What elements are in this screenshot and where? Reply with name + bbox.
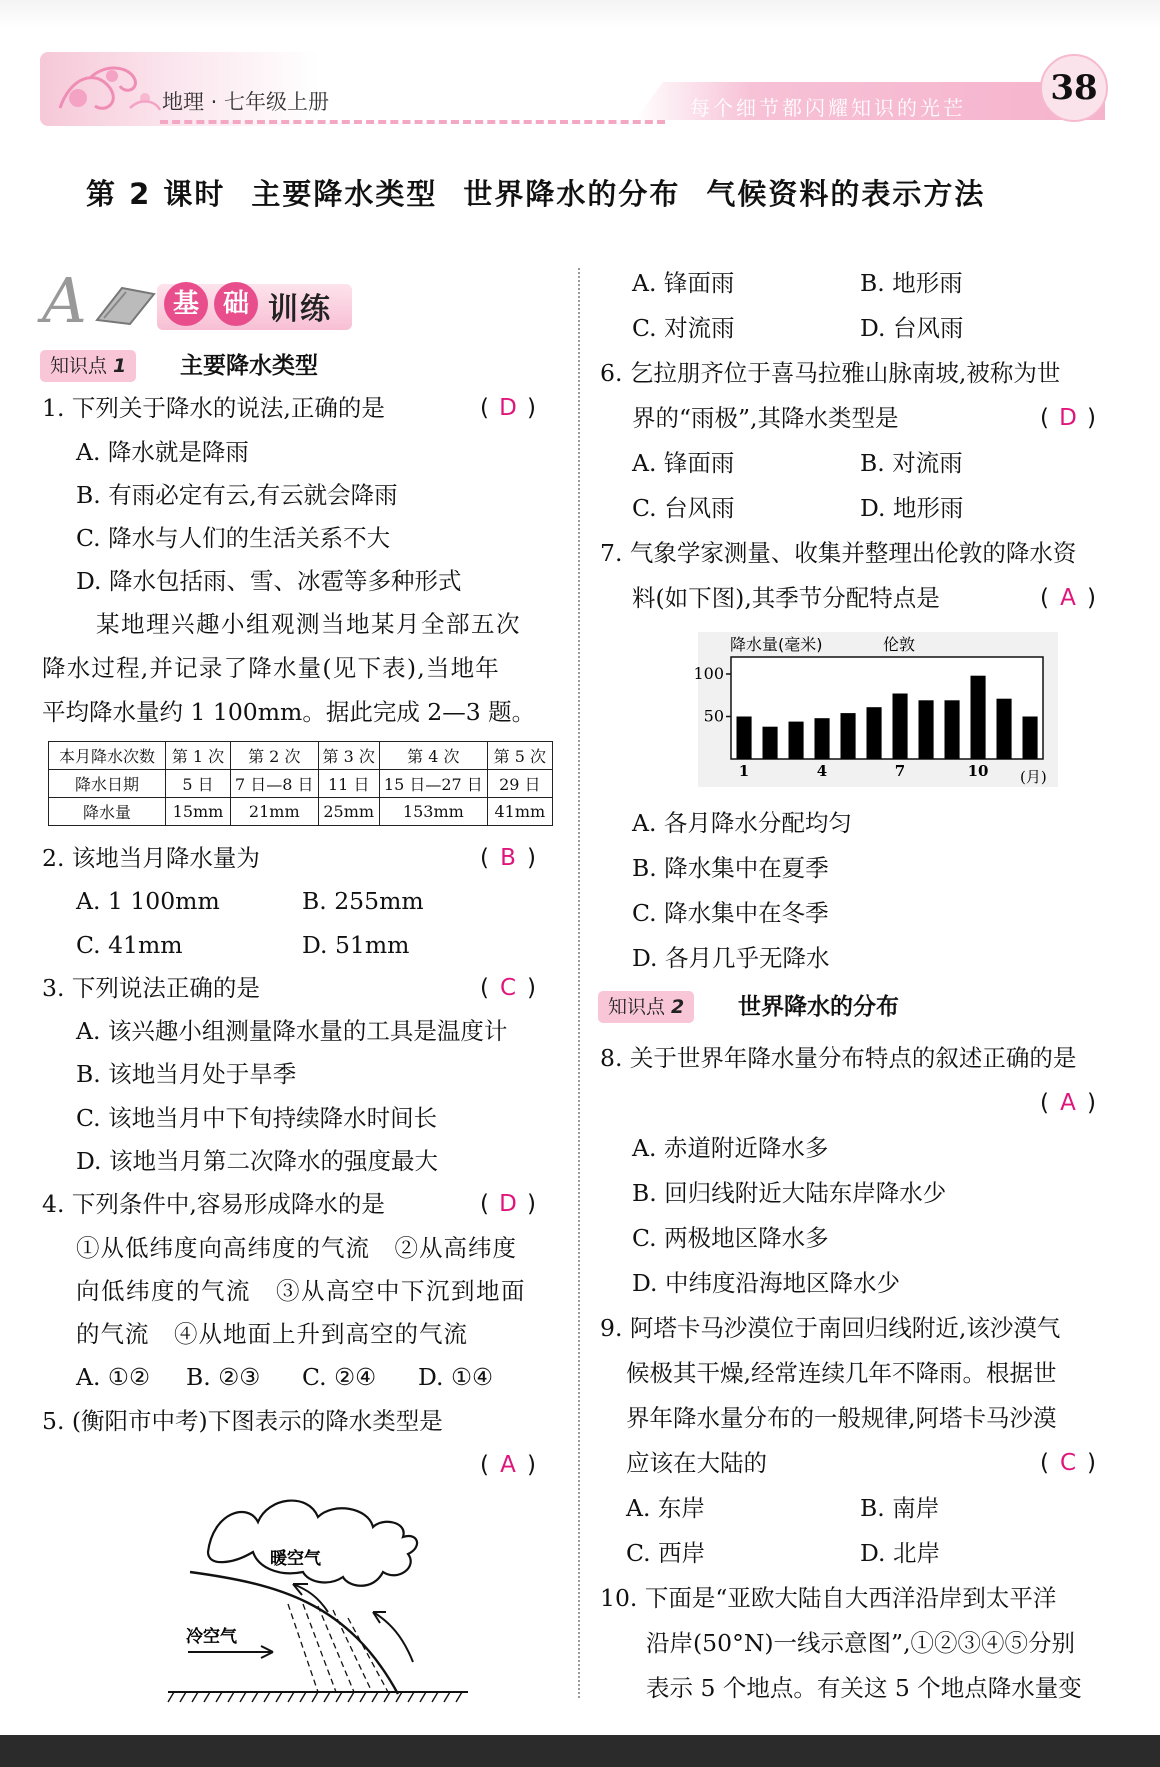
q4-line-2: 向低纬度的气流 ③从高空中下沉到地面 — [76, 1277, 526, 1305]
table-cell: 29 日 — [487, 770, 552, 798]
kp-name: 主要降水类型 — [180, 353, 318, 379]
q6-option-d: D. 地形雨 — [860, 494, 964, 522]
warm-air-label: 暖空气 — [270, 1549, 321, 1569]
table-row — [49, 798, 553, 826]
q5-option-a: A. 锋面雨 — [632, 269, 735, 297]
lesson-title — [86, 172, 985, 213]
chart-bar-month-2 — [763, 727, 778, 759]
table-cell: 5 日 — [166, 770, 231, 798]
q8-stem: 8. 关于世界年降水量分布特点的叙述正确的是 — [600, 1044, 1077, 1072]
chart-bar-month-10 — [971, 676, 986, 759]
q1-option-d: D. 降水包括雨、雪、冰雹等多种形式 — [76, 567, 462, 595]
page-number: 38 — [1040, 54, 1108, 122]
chart-bar-month-1 — [737, 717, 752, 760]
q9-line-3: 界年降水量分布的一般规律,阿塔卡马沙漠 — [626, 1404, 1057, 1432]
q5-stem: 5. (衡阳市中考)下图表示的降水类型是 — [42, 1407, 443, 1435]
q9-option-d: D. 北岸 — [860, 1539, 940, 1567]
chart-bar-month-4 — [815, 718, 830, 759]
chart-bar-month-5 — [841, 713, 856, 759]
book-icon — [92, 280, 162, 326]
chart-x-ticks — [739, 762, 989, 780]
q3-answer: ( C ) — [480, 975, 536, 1001]
chart-bar-month-8 — [919, 700, 934, 759]
kp-tag — [598, 991, 694, 1023]
header-dashed-divider — [160, 120, 665, 124]
chart-svg — [693, 632, 1058, 787]
lesson-number: 第 2 课时 — [86, 177, 226, 211]
chart-bar-month-3 — [789, 722, 804, 759]
q9-line-1: 9. 阿塔卡马沙漠位于南回归线附近,该沙漠气 — [600, 1314, 1061, 1342]
q4-line-3: 的气流 ④从地面上升到高空的气流 — [76, 1320, 468, 1348]
table-cell: 第 1 次 — [166, 742, 231, 770]
q1-stem: 1. 下列关于降水的说法,正确的是 — [42, 394, 385, 422]
table-row — [49, 742, 553, 770]
passage-line-2: 降水过程,并记录了降水量(见下表),当地年 — [42, 654, 500, 682]
table-cell: 降水日期 — [49, 770, 166, 798]
q4-option-b: B. ②③ — [186, 1363, 261, 1391]
table-cell: 降水量 — [49, 798, 166, 826]
q8-option-c: C. 两极地区降水多 — [632, 1224, 829, 1252]
q5-option-c: C. 对流雨 — [632, 314, 735, 342]
x-tick-label: 10 — [967, 762, 989, 780]
x-tick-label: 7 — [894, 762, 906, 780]
q8-option-d: D. 中纬度沿海地区降水少 — [632, 1269, 900, 1297]
q7-line-2: 料(如下图),其季节分配特点是 — [632, 584, 940, 612]
kp-number: 1 — [113, 355, 127, 377]
london-precipitation-chart — [693, 632, 1058, 787]
lesson-topic-3: 气候资料的表示方法 — [706, 177, 986, 211]
banner-letter: A — [42, 264, 87, 337]
answer-mark: D — [499, 395, 517, 421]
x-tick-label: 4 — [816, 762, 828, 780]
answer-mark: C — [499, 975, 517, 1001]
q7-option-b: B. 降水集中在夏季 — [632, 854, 829, 882]
q4-line-1: ①从低纬度向高纬度的气流 ②从高纬度 — [76, 1234, 517, 1262]
chart-bar-month-6 — [867, 707, 882, 759]
q6-line-1: 6. 乞拉朋齐位于喜马拉雅山脉南坡,被称为世 — [600, 359, 1061, 387]
answer-mark: A — [1060, 1090, 1076, 1116]
q3-option-a: A. 该兴趣小组测量降水量的工具是温度计 — [76, 1017, 508, 1045]
precipitation-table — [48, 741, 553, 826]
kp-number: 2 — [671, 996, 685, 1018]
passage-line-1: 某地理兴趣小组观测当地某月全部五次 — [96, 610, 521, 638]
q8-answer: ( A ) — [1040, 1090, 1096, 1116]
lesson-topic-1: 主要降水类型 — [251, 177, 438, 211]
table-cell: 本月降水次数 — [49, 742, 166, 770]
table-cell: 15mm — [166, 798, 231, 826]
q8-option-a: A. 赤道附近降水多 — [632, 1134, 829, 1162]
kp-name: 世界降水的分布 — [738, 994, 899, 1020]
q6-line-2: 界的“雨极”,其降水类型是 — [632, 404, 899, 432]
q6-answer: ( D ) — [1040, 405, 1096, 431]
banner-label: 训练 — [268, 292, 332, 327]
q2-option-d: D. 51mm — [302, 931, 410, 959]
answer-mark: C — [1059, 1450, 1077, 1476]
answer-mark: D — [499, 1191, 517, 1217]
q1-option-b: B. 有雨必定有云,有云就会降雨 — [76, 481, 398, 509]
q4-stem: 4. 下列条件中,容易形成降水的是 — [42, 1190, 385, 1218]
q10-line-1: 10. 下面是“亚欧大陆自大西洋沿岸到太平洋 — [600, 1584, 1057, 1612]
passage-line-3: 平均降水量约 1 100mm。据此完成 2—3 题。 — [42, 698, 536, 726]
chart-bar-month-7 — [893, 694, 908, 760]
section-banner — [42, 264, 354, 337]
q7-answer: ( A ) — [1040, 585, 1096, 611]
table-cell: 第 4 次 — [379, 742, 487, 770]
q4-answer: ( D ) — [480, 1191, 536, 1217]
flower-ornament-icon — [50, 58, 170, 120]
chart-xlabel: (月) — [1020, 768, 1047, 786]
table-cell: 第 3 次 — [318, 742, 379, 770]
subject-label: 地理 · 七年级上册 — [162, 90, 330, 114]
kp-tag-text: 知识点 — [50, 355, 108, 377]
q7-option-a: A. 各月降水分配均匀 — [632, 809, 852, 837]
table-cell: 41mm — [487, 798, 552, 826]
q9-option-c: C. 西岸 — [626, 1539, 706, 1567]
lesson-topic-2: 世界降水的分布 — [463, 177, 681, 211]
q6-option-b: B. 对流雨 — [860, 449, 963, 477]
chart-plot-area — [731, 657, 1043, 759]
banner-char-1: 基 — [164, 282, 208, 326]
q3-option-d: D. 该地当月第二次降水的强度最大 — [76, 1147, 438, 1175]
chart-ylabel: 降水量(毫米) — [730, 635, 823, 654]
table-cell: 21mm — [231, 798, 319, 826]
q2-option-a: A. 1 100mm — [76, 887, 220, 915]
kp-tag-text: 知识点 — [608, 996, 666, 1018]
banner-char-2: 础 — [214, 282, 258, 326]
q8-option-b: B. 回归线附近大陆东岸降水少 — [632, 1179, 947, 1207]
table-cell: 15 日—27 日 — [379, 770, 487, 798]
q9-option-a: A. 东岸 — [626, 1494, 705, 1522]
q1-answer: ( D ) — [480, 395, 536, 421]
cold-air-label: 冷空气 — [186, 1627, 237, 1647]
q4-option-c: C. ②④ — [302, 1363, 377, 1391]
y-tick-label: 50 — [703, 706, 724, 726]
q4-option-d: D. ①④ — [418, 1363, 494, 1391]
chart-y-ticks — [693, 664, 731, 726]
answer-mark: D — [1059, 405, 1077, 431]
table-row — [49, 770, 553, 798]
q6-option-a: A. 锋面雨 — [632, 449, 735, 477]
chart-bar-month-12 — [1023, 717, 1038, 760]
q3-option-b: B. 该地当月处于旱季 — [76, 1060, 297, 1088]
page-top-shade — [0, 0, 1160, 28]
table-cell: 第 2 次 — [231, 742, 319, 770]
q2-option-b: B. 255mm — [302, 887, 424, 915]
header-motto: 每个细节都闪耀知识的光芒 — [690, 96, 966, 120]
table-cell: 25mm — [318, 798, 379, 826]
column-divider — [578, 268, 580, 1698]
table-cell: 153mm — [379, 798, 487, 826]
answer-mark: B — [500, 845, 516, 871]
q6-option-c: C. 台风雨 — [632, 494, 735, 522]
table-cell: 7 日—8 日 — [231, 770, 319, 798]
q7-line-1: 7. 气象学家测量、收集并整理出伦敦的降水资 — [600, 539, 1077, 567]
q5-option-d: D. 台风雨 — [860, 314, 964, 342]
q9-answer: ( C ) — [1040, 1450, 1096, 1476]
q9-line-4: 应该在大陆的 — [626, 1449, 767, 1477]
q7-option-c: C. 降水集中在冬季 — [632, 899, 829, 927]
kp-tag — [40, 350, 136, 382]
chart-bar-month-11 — [997, 699, 1012, 759]
q2-option-c: C. 41mm — [76, 931, 183, 959]
q1-option-a: A. 降水就是降雨 — [76, 438, 249, 466]
x-tick-label: 1 — [738, 762, 750, 780]
q10-line-2: 沿岸(50°N)一线示意图”,①②③④⑤分别 — [646, 1629, 1076, 1657]
q7-option-d: D. 各月几乎无降水 — [632, 944, 830, 972]
q3-stem: 3. 下列说法正确的是 — [42, 974, 260, 1002]
chart-bar-month-9 — [945, 700, 960, 759]
q3-option-c: C. 该地当月中下旬持续降水时间长 — [76, 1104, 438, 1132]
frontal-rain-figure — [168, 1492, 468, 1702]
table-cell: 11 日 — [318, 770, 379, 798]
page-header — [40, 52, 1115, 126]
y-tick-label: 100 — [693, 664, 724, 683]
q1-option-c: C. 降水与人们的生活关系不大 — [76, 524, 391, 552]
q9-line-2: 候极其干燥,经常连续几年不降雨。根据世 — [626, 1359, 1057, 1387]
chart-title: 伦敦 — [883, 635, 916, 654]
q2-stem: 2. 该地当月降水量为 — [42, 844, 260, 872]
q4-option-a: A. ①② — [76, 1363, 151, 1391]
q5-option-b: B. 地形雨 — [860, 269, 963, 297]
q2-answer: ( B ) — [480, 845, 536, 871]
frontal-rain-diagram — [168, 1492, 468, 1702]
answer-mark: A — [1060, 585, 1076, 611]
answer-mark: A — [500, 1452, 516, 1478]
q5-answer: ( A ) — [480, 1452, 536, 1478]
q9-option-b: B. 南岸 — [860, 1494, 940, 1522]
q10-line-3: 表示 5 个地点。有关这 5 个地点降水量变 — [646, 1674, 1082, 1702]
table-cell: 第 5 次 — [487, 742, 552, 770]
